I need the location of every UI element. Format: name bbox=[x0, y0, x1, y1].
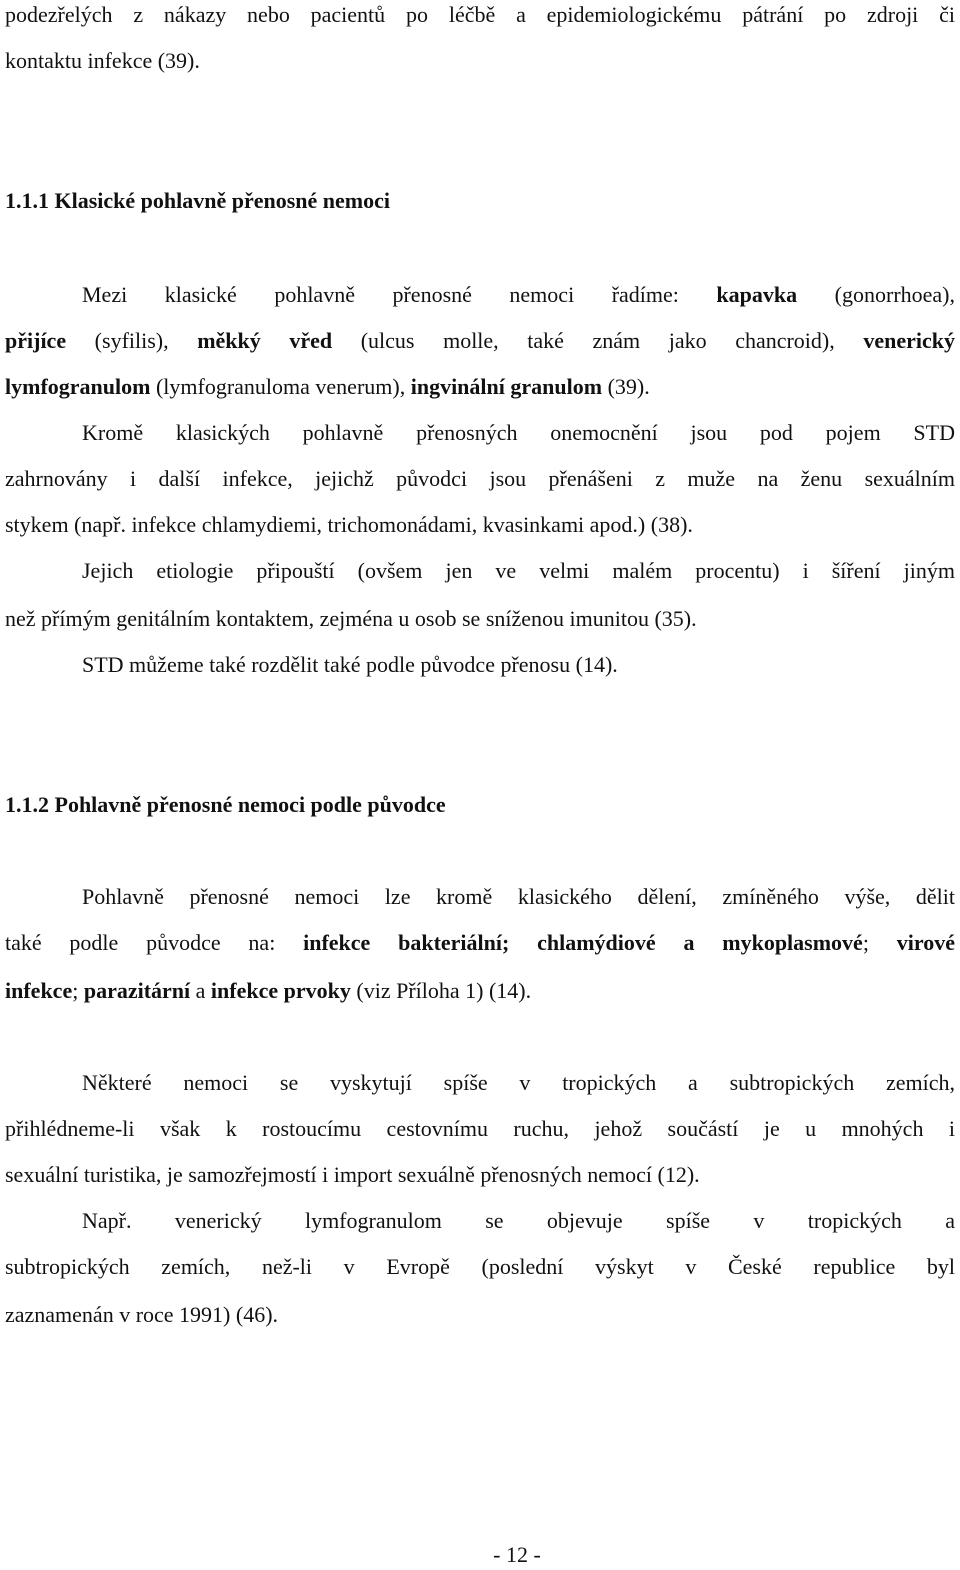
text-line bbox=[5, 976, 955, 1006]
text-run: 1.1.2 Pohlavně přenosné nemoci podle původce bbox=[5, 792, 446, 817]
text-run: subtropických zemích, než-li v Evropě (poslední výskyt v České republice byl bbox=[5, 1254, 955, 1279]
text-line bbox=[82, 650, 955, 680]
text-line bbox=[5, 1252, 955, 1282]
bold-term: infekce bakteriální; chlamýdiové a mykoplasmové bbox=[303, 930, 863, 955]
bold-term: parazitární bbox=[83, 978, 191, 1003]
text-run: (ulcus molle, také znám jako chancroid), bbox=[332, 328, 864, 353]
text-run: přihlédneme-li však k rostoucímu cestovnímu ruchu, jehož součástí je u mnohých i bbox=[5, 1116, 955, 1141]
text-run: stykem (např. infekce chlamydiemi, trichomonádami, kvasinkami apod.) (38). bbox=[5, 512, 693, 537]
text-run: (39). bbox=[602, 374, 650, 399]
page-number: - 12 - bbox=[493, 1542, 541, 1567]
text-line bbox=[5, 0, 955, 30]
text-line bbox=[82, 418, 955, 448]
text-run: sexuální turistika, je samozřejmostí i import sexuálně přenosných nemocí (12). bbox=[5, 1162, 700, 1187]
bold-term: infekce prvoky bbox=[210, 978, 351, 1003]
section-heading bbox=[5, 790, 955, 820]
text-run: Jejich etiologie připouští (ovšem jen ve velmi malém procentu) i šíření jiným bbox=[82, 558, 955, 583]
text-line bbox=[5, 1300, 955, 1330]
bold-term: infekce bbox=[5, 978, 73, 1003]
text-line bbox=[5, 1114, 955, 1144]
bold-term: lymfogranulom bbox=[5, 374, 151, 399]
text-run: 1.1.1 Klasické pohlavně přenosné nemoci bbox=[5, 188, 391, 213]
text-run: ; bbox=[72, 978, 84, 1003]
text-run: Pohlavně přenosné nemoci lze kromě klasického dělení, zmíněného výše, dělit bbox=[82, 884, 955, 909]
text-run: STD můžeme také rozdělit také podle původce přenosu (14). bbox=[82, 652, 618, 677]
text-line bbox=[82, 556, 955, 586]
bold-term: měkký vřed bbox=[197, 328, 333, 353]
text-line bbox=[5, 928, 955, 958]
bold-term: virové bbox=[896, 930, 955, 955]
text-run: ; bbox=[862, 930, 897, 955]
text-line bbox=[82, 1068, 955, 1098]
section-heading bbox=[5, 186, 955, 216]
text-run: (viz Příloha 1) (14). bbox=[350, 978, 532, 1003]
text-run: kontaktu infekce (39). bbox=[5, 48, 200, 73]
bold-term: venerický bbox=[863, 328, 955, 353]
text-run: Kromě klasických pohlavně přenosných onemocnění jsou pod pojem STD bbox=[82, 420, 955, 445]
text-run: (lymfogranuloma venerum), bbox=[150, 374, 411, 399]
text-line bbox=[5, 510, 955, 540]
text-run: a bbox=[190, 978, 211, 1003]
text-line bbox=[5, 46, 955, 76]
text-line bbox=[82, 280, 955, 310]
text-run: Mezi klasické pohlavně přenosné nemoci řadíme: bbox=[82, 282, 717, 307]
bold-term: přijíce bbox=[5, 328, 67, 353]
text-line bbox=[5, 604, 955, 634]
text-line bbox=[82, 882, 955, 912]
text-line bbox=[5, 326, 955, 356]
text-line bbox=[5, 1160, 955, 1190]
text-line bbox=[5, 464, 955, 494]
text-run: také podle původce na: bbox=[5, 930, 304, 955]
text-run: Některé nemoci se vyskytují spíše v tropických a subtropických zemích, bbox=[82, 1070, 955, 1095]
text-run: zaznamenán v roce 1991) (46). bbox=[5, 1302, 279, 1327]
text-run: (syfilis), bbox=[66, 328, 198, 353]
bold-term: ingvinální granulom bbox=[410, 374, 603, 399]
text-line bbox=[82, 1206, 955, 1236]
text-line bbox=[5, 372, 955, 402]
text-run: podezřelých z nákazy nebo pacientů po léčbě a epidemiologickému pátrání po zdroji či bbox=[5, 2, 955, 27]
text-run: zahrnovány i další infekce, jejichž původci jsou přenášeni z muže na ženu sexuálním bbox=[5, 466, 955, 491]
text-run: (gonorrhoea), bbox=[797, 282, 955, 307]
text-run: Např. venerický lymfogranulom se objevuje spíše v tropických a bbox=[82, 1208, 955, 1233]
text-run: než přímým genitálním kontaktem, zejména u osob se sníženou imunitou (35). bbox=[5, 606, 697, 631]
bold-term: kapavka bbox=[716, 282, 798, 307]
